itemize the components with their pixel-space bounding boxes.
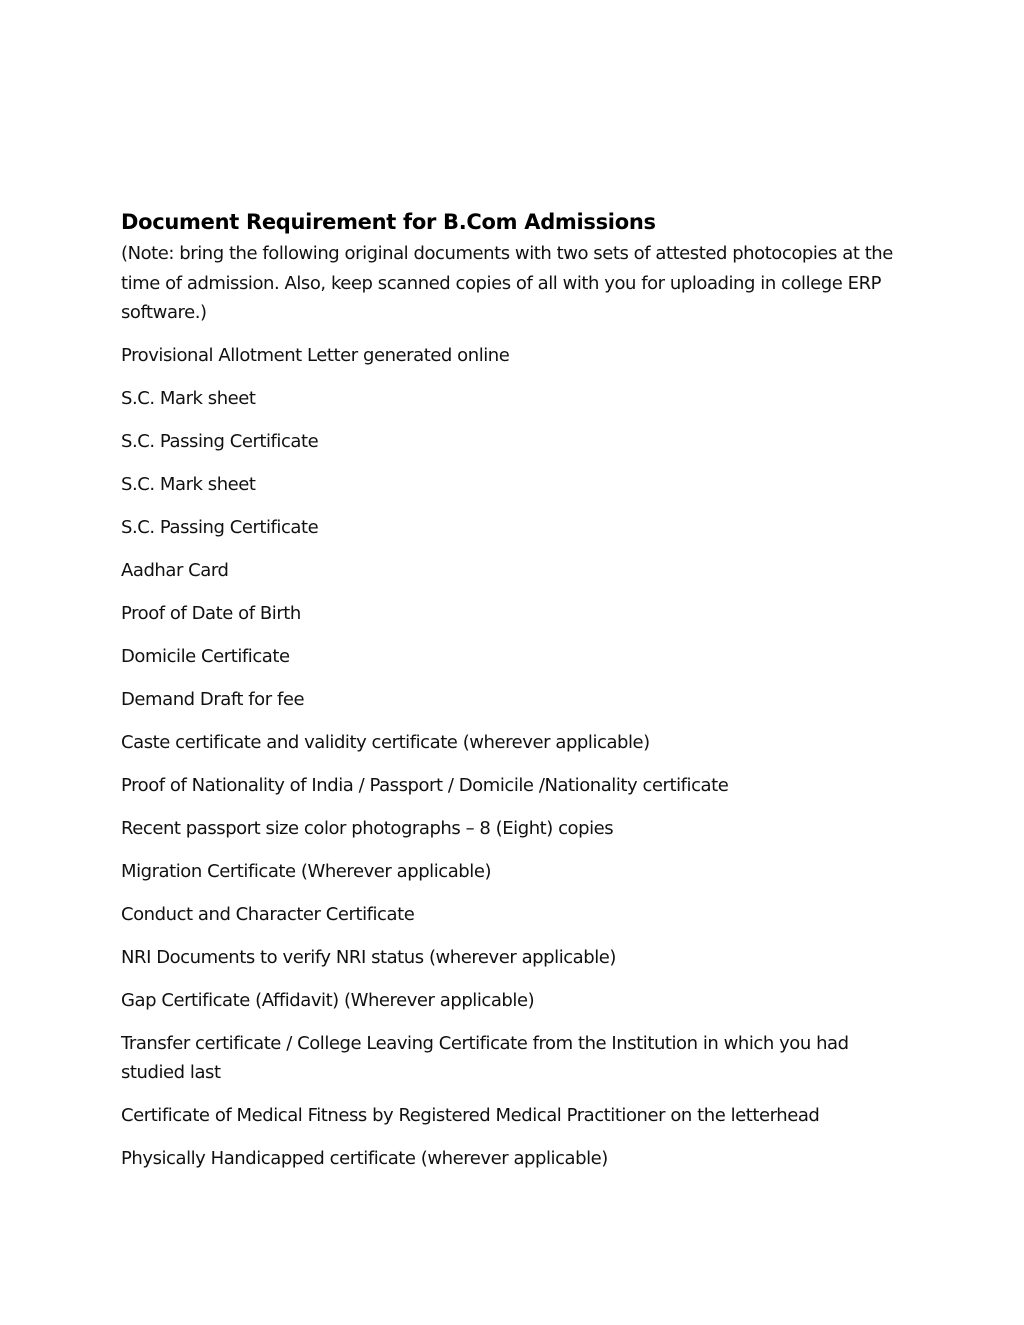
list-item: Proof of Date of Birth bbox=[121, 602, 301, 624]
list-item: Transfer certificate / College Leaving Certificate from the Institution in which you had studied last bbox=[121, 1032, 849, 1083]
list-item: Gap Certificate (Affidavit) (Wherever applicable) bbox=[121, 989, 535, 1011]
document-page bbox=[121, 207, 911, 1187]
list-item: Provisional Allotment Letter generated online bbox=[121, 344, 510, 366]
list-item: S.C. Passing Certificate bbox=[121, 430, 319, 452]
list-item: Certificate of Medical Fitness by Registered Medical Practitioner on the letterhead bbox=[121, 1105, 820, 1126]
list-item: Demand Draft for fee bbox=[121, 688, 305, 710]
list-item: S.C. Mark sheet bbox=[121, 387, 256, 409]
document-requirements-list bbox=[121, 341, 911, 1174]
document-title: Document Requirement for B.Com Admissions bbox=[121, 210, 656, 234]
list-item: S.C. Passing Certificate bbox=[121, 516, 319, 538]
list-item: S.C. Mark sheet bbox=[121, 473, 256, 495]
admission-note: (Note: bring the following original documents with two sets of attested photocopies at the time of admission. Also, keep scanned copies of all with you for uploading in college ERP software.) bbox=[121, 243, 893, 323]
list-item: Recent passport size color photographs – 8 (Eight) copies bbox=[121, 817, 614, 839]
list-item: Proof of Nationality of India / Passport / Domicile /Nationality certificate bbox=[121, 774, 729, 796]
list-item: NRI Documents to verify NRI status (wherever applicable) bbox=[121, 946, 616, 968]
list-item: Physically Handicapped certificate (wherever applicable) bbox=[121, 1148, 608, 1169]
list-item: Domicile Certificate bbox=[121, 645, 290, 667]
list-item: Aadhar Card bbox=[121, 559, 229, 581]
list-item: Migration Certificate (Wherever applicable) bbox=[121, 860, 492, 882]
list-item: Caste certificate and validity certificate (wherever applicable) bbox=[121, 731, 650, 753]
list-item: Conduct and Character Certificate bbox=[121, 903, 415, 925]
